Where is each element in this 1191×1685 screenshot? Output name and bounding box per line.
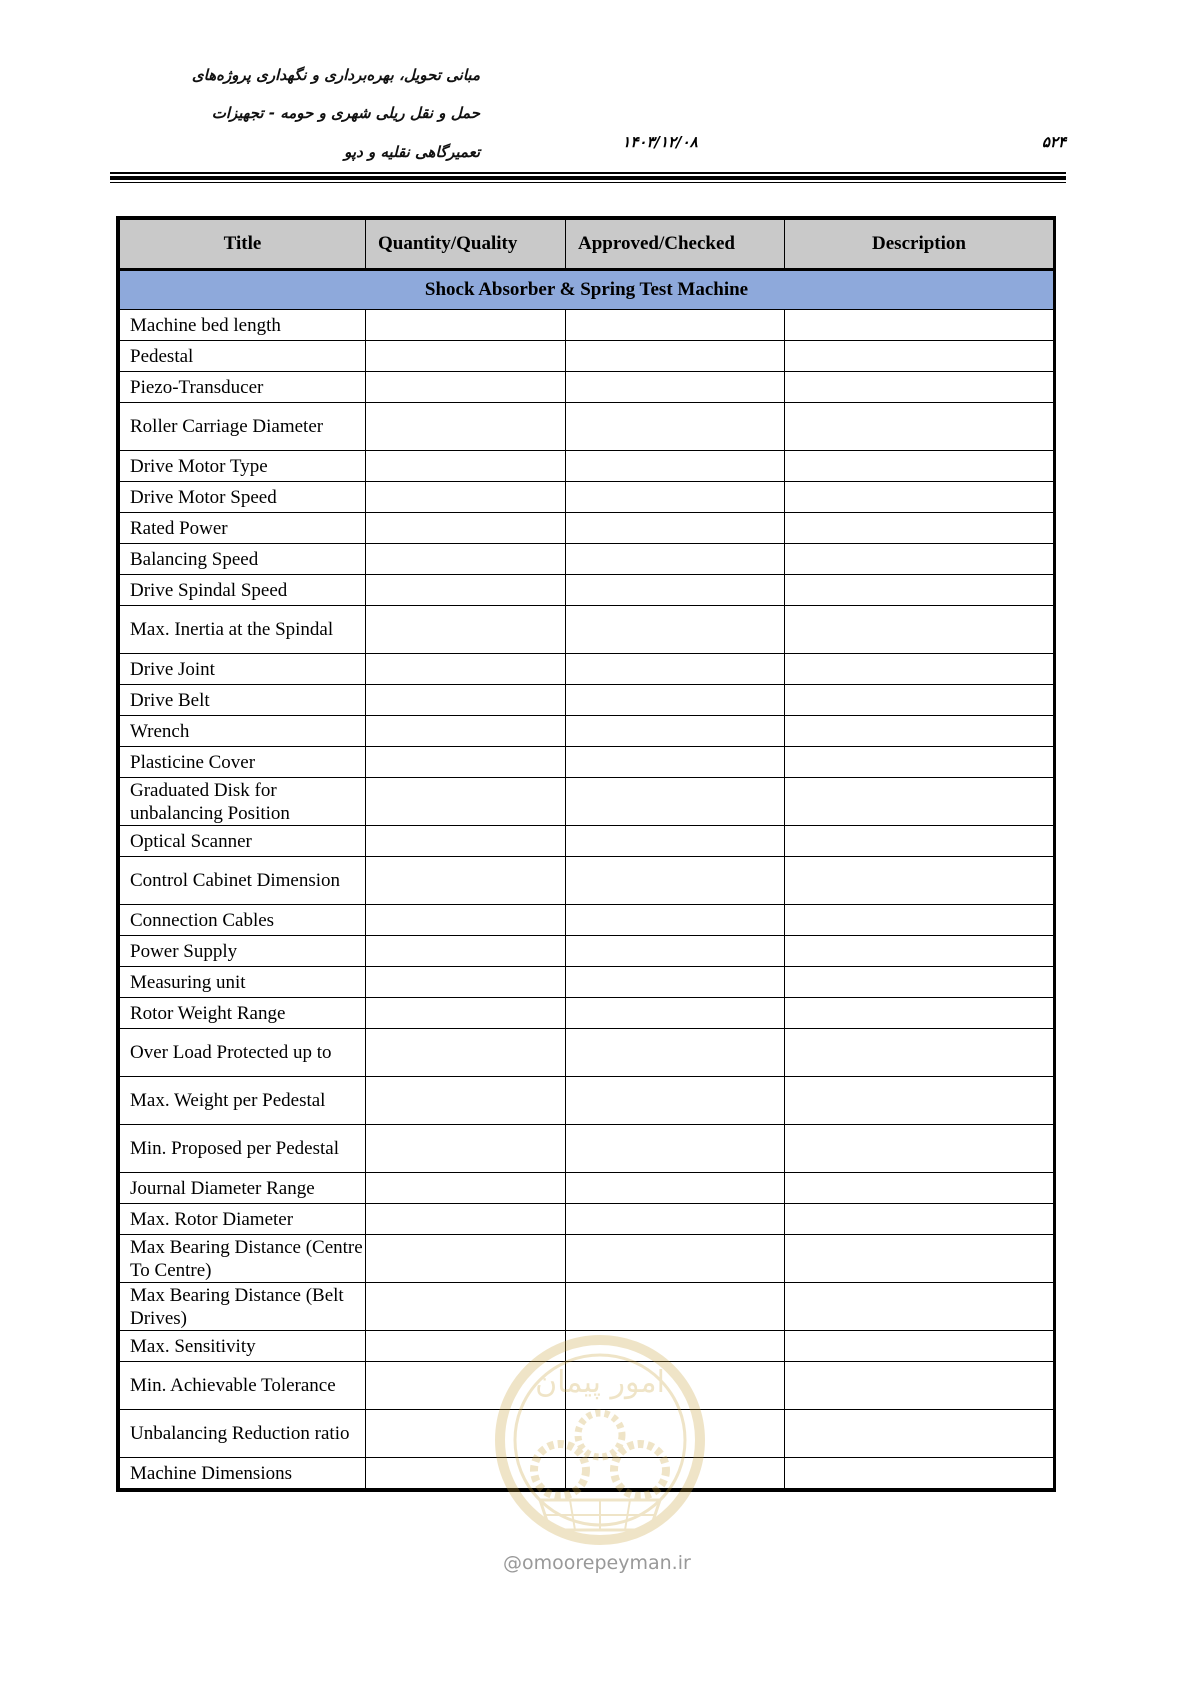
cell-approved-checked [566, 544, 785, 575]
cell-quantity-quality [366, 1283, 566, 1331]
cell-title: Drive Belt [120, 685, 366, 716]
cell-description [785, 1173, 1054, 1204]
table-row [120, 1235, 1054, 1283]
cell-title: Piezo-Transducer [120, 372, 366, 403]
table-row [120, 654, 1054, 685]
cell-quantity-quality [366, 685, 566, 716]
cell-title: Plasticine Cover [120, 747, 366, 778]
table-row [120, 685, 1054, 716]
cell-quantity-quality [366, 654, 566, 685]
cell-title: Power Supply [120, 936, 366, 967]
cell-description [785, 716, 1054, 747]
cell-quantity-quality [366, 1458, 566, 1489]
cell-description [785, 1283, 1054, 1331]
table-row [120, 1125, 1054, 1173]
page-number: ۵۲۴ [1041, 133, 1066, 151]
cell-approved-checked [566, 1362, 785, 1410]
table-row [120, 451, 1054, 482]
cell-description [785, 372, 1054, 403]
cell-quantity-quality [366, 1235, 566, 1283]
cell-description [785, 575, 1054, 606]
cell-description [785, 310, 1054, 341]
cell-approved-checked [566, 310, 785, 341]
table-row [120, 936, 1054, 967]
cell-description [785, 606, 1054, 654]
cell-title: Machine bed length [120, 310, 366, 341]
cell-approved-checked [566, 716, 785, 747]
cell-quantity-quality [366, 1077, 566, 1125]
cell-title: Min. Proposed per Pedestal [120, 1125, 366, 1173]
cell-description [785, 544, 1054, 575]
cell-description [785, 403, 1054, 451]
table-row [120, 826, 1054, 857]
cell-description [785, 967, 1054, 998]
cell-quantity-quality [366, 716, 566, 747]
cell-title: Drive Spindal Speed [120, 575, 366, 606]
table-header-row [120, 220, 1054, 270]
cell-quantity-quality [366, 341, 566, 372]
cell-approved-checked [566, 826, 785, 857]
cell-approved-checked [566, 998, 785, 1029]
column-header-title: Title [120, 220, 366, 270]
cell-description [785, 998, 1054, 1029]
cell-approved-checked [566, 1235, 785, 1283]
header-title-line-2: حمل و نقل ریلی شهری و حومه - تجهیزات [211, 104, 480, 122]
table-row [120, 1173, 1054, 1204]
cell-title: Over Load Protected up to [120, 1029, 366, 1077]
cell-quantity-quality [366, 544, 566, 575]
header-divider [110, 176, 1066, 180]
cell-description [785, 936, 1054, 967]
table-row [120, 606, 1054, 654]
header-divider [110, 182, 1066, 183]
header-date: ۱۴۰۳/۱۲/۰۸ [622, 133, 698, 151]
table-row [120, 747, 1054, 778]
header-divider [110, 172, 1066, 174]
table-row [120, 1283, 1054, 1331]
table-row [120, 1331, 1054, 1362]
cell-description [785, 1125, 1054, 1173]
cell-quantity-quality [366, 403, 566, 451]
cell-description [785, 1029, 1054, 1077]
table-row [120, 1077, 1054, 1125]
cell-approved-checked [566, 778, 785, 826]
cell-quantity-quality [366, 967, 566, 998]
cell-description [785, 482, 1054, 513]
table-row [120, 513, 1054, 544]
section-row [120, 270, 1054, 310]
cell-title: Drive Joint [120, 654, 366, 685]
cell-approved-checked [566, 341, 785, 372]
table-row [120, 778, 1054, 826]
cell-approved-checked [566, 1173, 785, 1204]
cell-approved-checked [566, 403, 785, 451]
table-row [120, 1410, 1054, 1458]
cell-approved-checked [566, 372, 785, 403]
cell-description [785, 778, 1054, 826]
cell-quantity-quality [366, 1331, 566, 1362]
cell-approved-checked [566, 1204, 785, 1235]
cell-title: Balancing Speed [120, 544, 366, 575]
cell-title: Wrench [120, 716, 366, 747]
section-title: Shock Absorber & Spring Test Machine [120, 270, 1054, 310]
cell-description [785, 857, 1054, 905]
cell-quantity-quality [366, 936, 566, 967]
cell-approved-checked [566, 1077, 785, 1125]
cell-quantity-quality [366, 606, 566, 654]
cell-title: Optical Scanner [120, 826, 366, 857]
cell-quantity-quality [366, 905, 566, 936]
table-row [120, 575, 1054, 606]
cell-description [785, 341, 1054, 372]
cell-description [785, 685, 1054, 716]
cell-title: Drive Motor Speed [120, 482, 366, 513]
cell-quantity-quality [366, 857, 566, 905]
table-row [120, 403, 1054, 451]
checklist-table [116, 216, 1056, 1492]
cell-description [785, 747, 1054, 778]
cell-approved-checked [566, 1029, 785, 1077]
cell-title: Machine Dimensions [120, 1458, 366, 1489]
table-row [120, 1458, 1054, 1489]
cell-approved-checked [566, 1125, 785, 1173]
cell-approved-checked [566, 575, 785, 606]
cell-quantity-quality [366, 1204, 566, 1235]
cell-approved-checked [566, 967, 785, 998]
cell-title: Max. Rotor Diameter [120, 1204, 366, 1235]
cell-quantity-quality [366, 778, 566, 826]
cell-title: Connection Cables [120, 905, 366, 936]
cell-approved-checked [566, 685, 785, 716]
cell-description [785, 1458, 1054, 1489]
table-row [120, 341, 1054, 372]
cell-title: Rated Power [120, 513, 366, 544]
cell-title: Roller Carriage Diameter [120, 403, 366, 451]
cell-description [785, 654, 1054, 685]
cell-approved-checked [566, 1283, 785, 1331]
cell-quantity-quality [366, 1173, 566, 1204]
table-row [120, 905, 1054, 936]
column-header-description: Description [785, 220, 1054, 270]
cell-title: Min. Achievable Tolerance [120, 1362, 366, 1410]
header-title-line-3: تعمیرگاهی نقلیه و دپو [344, 143, 480, 161]
cell-approved-checked [566, 451, 785, 482]
cell-title: Unbalancing Reduction ratio [120, 1410, 366, 1458]
cell-quantity-quality [366, 513, 566, 544]
cell-approved-checked [566, 1410, 785, 1458]
cell-approved-checked [566, 482, 785, 513]
cell-title: Max Bearing Distance (Centre To Centre) [120, 1235, 366, 1283]
cell-title: Rotor Weight Range [120, 998, 366, 1029]
cell-quantity-quality [366, 482, 566, 513]
cell-quantity-quality [366, 310, 566, 341]
cell-quantity-quality [366, 372, 566, 403]
cell-title: Max Bearing Distance (Belt Drives) [120, 1283, 366, 1331]
cell-description [785, 1077, 1054, 1125]
cell-quantity-quality [366, 1410, 566, 1458]
cell-title: Journal Diameter Range [120, 1173, 366, 1204]
table-row [120, 1362, 1054, 1410]
cell-approved-checked [566, 905, 785, 936]
cell-title: Control Cabinet Dimension [120, 857, 366, 905]
cell-title: Max. Inertia at the Spindal [120, 606, 366, 654]
cell-quantity-quality [366, 747, 566, 778]
watermark-site: @omoorepeyman.ir [503, 1552, 691, 1574]
cell-description [785, 1204, 1054, 1235]
cell-approved-checked [566, 654, 785, 685]
cell-title: Pedestal [120, 341, 366, 372]
cell-approved-checked [566, 857, 785, 905]
cell-description [785, 513, 1054, 544]
cell-description [785, 1362, 1054, 1410]
cell-approved-checked [566, 606, 785, 654]
cell-description [785, 1331, 1054, 1362]
cell-title: Max. Sensitivity [120, 1331, 366, 1362]
cell-description [785, 1410, 1054, 1458]
table-row [120, 310, 1054, 341]
cell-title: Graduated Disk for unbalancing Position [120, 778, 366, 826]
cell-description [785, 905, 1054, 936]
header-title-line-1: مبانی تحویل، بهره‌برداری و نگهداری پروژه‌های [191, 66, 480, 84]
table-row [120, 482, 1054, 513]
cell-quantity-quality [366, 1362, 566, 1410]
cell-quantity-quality [366, 826, 566, 857]
cell-approved-checked [566, 1458, 785, 1489]
cell-quantity-quality [366, 575, 566, 606]
table-row [120, 716, 1054, 747]
table-row [120, 998, 1054, 1029]
cell-description [785, 1235, 1054, 1283]
cell-quantity-quality [366, 1029, 566, 1077]
table-row [120, 857, 1054, 905]
column-header-approved-checked: Approved/Checked [566, 220, 785, 270]
cell-title: Measuring unit [120, 967, 366, 998]
cell-approved-checked [566, 513, 785, 544]
table-row [120, 372, 1054, 403]
cell-quantity-quality [366, 998, 566, 1029]
column-header-quantity-quality: Quantity/Quality [366, 220, 566, 270]
cell-quantity-quality [366, 1125, 566, 1173]
cell-description [785, 826, 1054, 857]
watermark-logo-text: امور پیمان [535, 1365, 665, 1400]
table-row [120, 967, 1054, 998]
table-row [120, 1204, 1054, 1235]
cell-quantity-quality [366, 451, 566, 482]
cell-description [785, 451, 1054, 482]
cell-title: Max. Weight per Pedestal [120, 1077, 366, 1125]
table-row [120, 544, 1054, 575]
cell-title: Drive Motor Type [120, 451, 366, 482]
cell-approved-checked [566, 936, 785, 967]
cell-approved-checked [566, 1331, 785, 1362]
table-row [120, 1029, 1054, 1077]
cell-approved-checked [566, 747, 785, 778]
